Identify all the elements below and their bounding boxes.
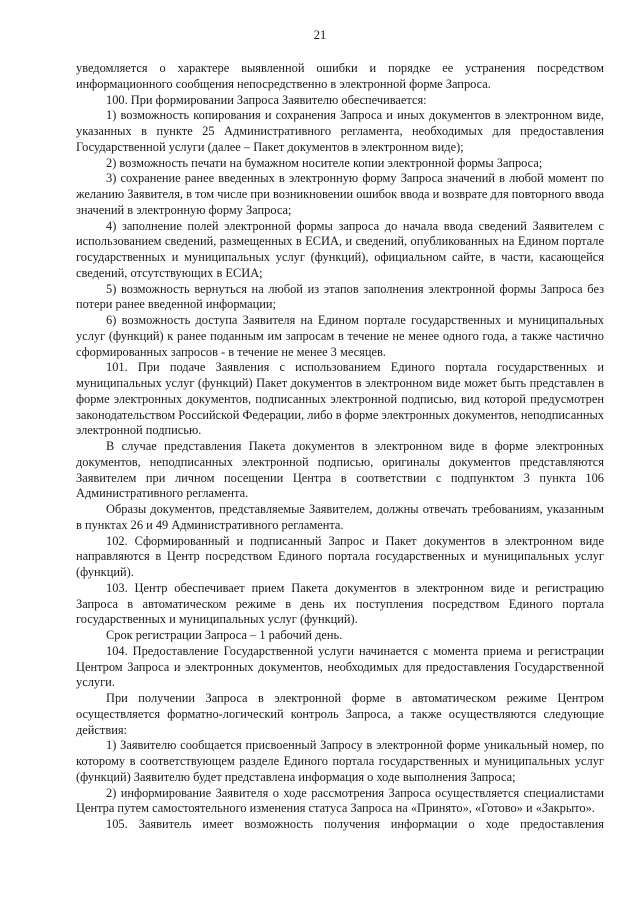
paragraph: 1) возможность копирования и сохранения Запроса и иных документов в электронном виде, указанных в пункте 25 Административного регламента, необходимых для предоставления Государственной услуги (далее – Пакет документов в электронном виде); (76, 108, 604, 154)
paragraph: При получении Запроса в электронной форме в автоматическом режиме Центром осуществляется форматно-логический контроль Запроса, а также осуществляются следующие действия: (76, 691, 604, 737)
paragraph: 6) возможность доступа Заявителя на Едином портале государственных и муниципальных услуг (функций) к ранее поданным им запросам в течение не менее одного года, а также частично сформированных запросов - в течение не менее 3 месяцев. (76, 313, 604, 359)
paragraph: 104. Предоставление Государственной услуги начинается с момента приема и регистрации Центром Запроса и электронных документов, необходимых для предоставления Государственной услуги. (76, 643, 604, 690)
paragraph: 1) Заявителю сообщается присвоенный Запросу в электронной форме уникальный номер, по которому в соответствующем разделе Единого портала государственных и муниципальных услуг (функций) Заявителю будет представлена информация о ходе выполнения Запроса; (76, 738, 604, 784)
document-body (76, 61, 604, 833)
paragraph: 105. Заявитель имеет возможность получения информации о ходе предоставления (106, 817, 604, 831)
paragraph: 101. При подаче Заявления с использованием Единого портала государственных и муниципальных услуг (функций) Пакет документов в электронном виде может быть представлен в форме электронных документов, подписанных электронной подписью, вид которой предусмотрен законодательством Российской Федерации, либо в форме электронных документов, неподписанных электронной подписью. (76, 360, 604, 438)
paragraph: 3) сохранение ранее введенных в электронную форму Запроса значений в любой момент по желанию Заявителя, в том числе при возникновении ошибок ввода и возврате для повторного ввода значений в электронную форму Запроса; (76, 171, 604, 217)
paragraph: 102. Сформированный и подписанный Запрос и Пакет документов в электронном виде направляются в Центр посредством Единого портала государственных и муниципальных услуг (функций). (76, 533, 604, 579)
paragraph: В случае представления Пакета документов в электронном виде в форме электронных документов, неподписанных электронной подписью, оригиналы документов представляются Заявителем при личном посещении Центра в соответствии с подпунктом 3 пункта 106 Административного регламента. (76, 439, 604, 501)
paragraph: 2) информирование Заявителя о ходе рассмотрения Запроса осуществляется специалистами Центра путем самостоятельного изменения статуса Запроса на «Принято», «Готово» и «Закрыто». (76, 785, 604, 816)
page-number: 21 (313, 28, 327, 42)
paragraph: уведомляется о характере выявленной ошибки и порядке ее устранения посредством информационного сообщения непосредственно в электронной форме Запроса. (76, 61, 604, 91)
paragraph: Срок регистрации Запроса – 1 рабочий день. (106, 628, 343, 642)
paragraph: 100. При формировании Запроса Заявителю обеспечивается: (106, 92, 427, 107)
paragraph: 5) возможность вернуться на любой из этапов заполнения электронной формы Запроса без потери ранее введенной информации; (76, 281, 604, 312)
paragraph: 2) возможность печати на бумажном носителе копии электронной формы Запроса; (106, 155, 543, 170)
paragraph: Образы документов, представляемые Заявителем, должны отвечать требованиям, указанным в пунктах 26 и 49 Административного регламента. (76, 502, 604, 532)
paragraph: 4) заполнение полей электронной формы запроса до начала ввода сведений Заявителем с использованием сведений, размещенных в ЕСИА, и сведений, опубликованных на Едином портале государственных и муниципальных услуг (функций), официальном сайте, в части, касающейся сведений, отсутствующих в ЕСИА; (76, 218, 604, 280)
paragraph: 103. Центр обеспечивает прием Пакета документов в электронном виде и регистрацию Запроса в автоматическом режиме в день их поступления посредством Единого портала государственных и муниципальных услуг (функций). (76, 580, 604, 627)
